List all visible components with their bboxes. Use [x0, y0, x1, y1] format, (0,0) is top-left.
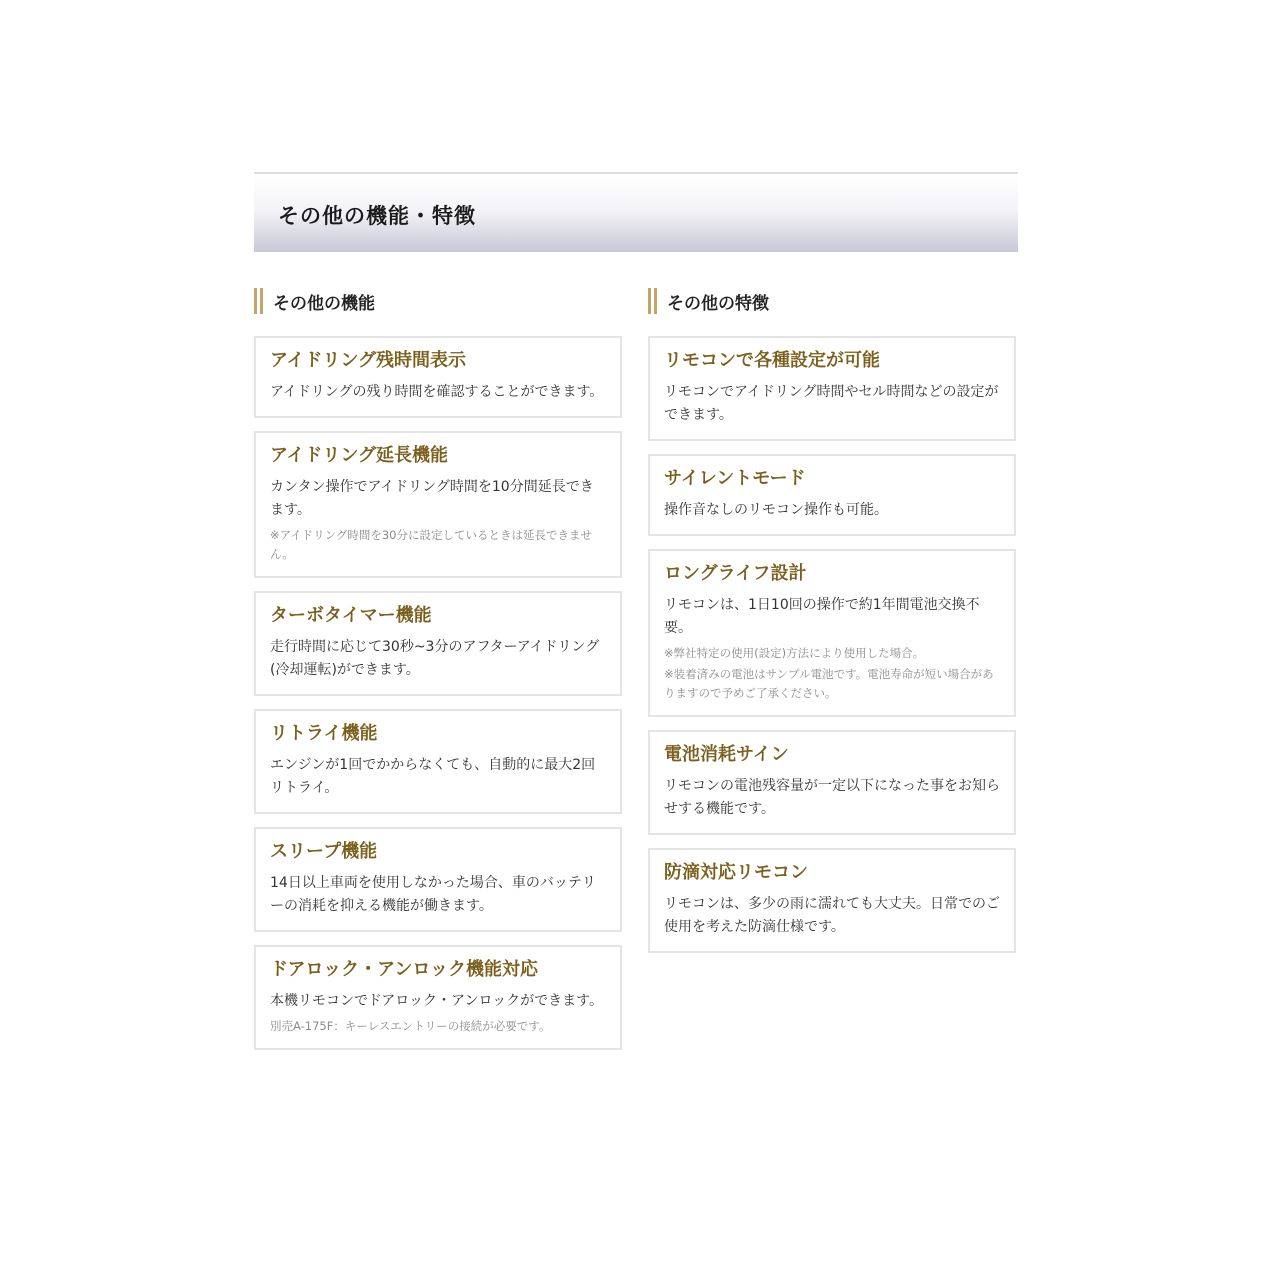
feature-card-drip-proof	[648, 848, 1016, 953]
feature-card-sleep	[254, 827, 622, 932]
feature-card-remote-settings	[648, 336, 1016, 441]
other-features-column	[648, 286, 1016, 966]
feature-card-battery-sign	[648, 730, 1016, 835]
feature-title: アイドリング残時間表示	[270, 350, 467, 371]
feature-description: リモコンでアイドリング時間やセル時間などの設定ができます。	[664, 384, 999, 423]
section-banner	[254, 174, 1018, 252]
feature-card-retry	[254, 709, 622, 814]
feature-card-turbo-timer	[254, 591, 622, 696]
feature-title: 防滴対応リモコン	[664, 862, 808, 883]
feature-card-idling-extension	[254, 431, 622, 578]
feature-title: 電池消耗サイン	[664, 744, 789, 765]
page-title: その他の機能・特徴	[278, 204, 476, 228]
feature-title: リモコンで各種設定が可能	[664, 350, 880, 371]
feature-description: 走行時間に応じて30秒~3分のアフターアイドリング(冷却運転)ができます。	[270, 639, 600, 678]
feature-card-idling-remaining	[254, 336, 622, 418]
other-functions-column	[254, 286, 622, 1063]
feature-title: リトライ機能	[270, 723, 378, 744]
heading-bar-icon	[254, 288, 263, 314]
feature-description: エンジンが1回でかからなくても、自動的に最大2回リトライ。	[270, 757, 596, 796]
feature-note: ※アイドリング時間を30分に設定しているときは延長できません。	[270, 528, 593, 561]
heading-bar-icon	[648, 288, 657, 314]
column-heading	[648, 286, 1016, 316]
column-heading-text: その他の機能	[273, 293, 375, 314]
feature-description: 14日以上車両を使用しなかった場合、車のバッテリーの消耗を抑える機能が働きます。	[270, 875, 596, 914]
feature-title: スリープ機能	[270, 841, 378, 862]
columns	[254, 286, 1018, 1126]
feature-note: ※弊社特定の使用(設定)方法により使用した場合。	[664, 646, 925, 660]
feature-title: ターボタイマー機能	[270, 605, 432, 626]
feature-description: 本機リモコンでドアロック・アンロックができます。	[270, 993, 604, 1009]
feature-title: アイドリング延長機能	[270, 445, 449, 466]
feature-description: リモコンは、1日10回の操作で約1年間電池交換不要。	[664, 597, 980, 636]
column-heading	[254, 286, 622, 316]
feature-description: カンタン操作でアイドリング時間を10分間延長できます。	[270, 479, 594, 518]
feature-description: リモコンの電池残容量が一定以下になった事をお知らせする機能です。	[664, 778, 1000, 817]
feature-card-door-lock	[254, 945, 622, 1050]
feature-note: ※装着済みの電池はサンプル電池です。電池寿命が短い場合がありますので予めご了承ください。	[664, 667, 994, 700]
column-heading-text: その他の特徴	[667, 293, 769, 314]
feature-title: ドアロック・アンロック機能対応	[270, 959, 539, 980]
features-section	[254, 172, 1018, 1126]
feature-note: 別売A-175F：キーレスエントリーの接続が必要です。	[270, 1019, 551, 1033]
feature-description: リモコンは、多少の雨に濡れても大丈夫。日常でのご使用を考えた防滴仕様です。	[664, 896, 1000, 935]
feature-description: 操作音なしのリモコン操作も可能。	[664, 502, 888, 518]
feature-card-silent-mode	[648, 454, 1016, 536]
feature-description: アイドリングの残り時間を確認することができます。	[270, 384, 604, 400]
feature-card-long-life	[648, 549, 1016, 717]
feature-title: ロングライフ設計	[664, 563, 807, 584]
feature-title: サイレントモード	[664, 468, 806, 489]
